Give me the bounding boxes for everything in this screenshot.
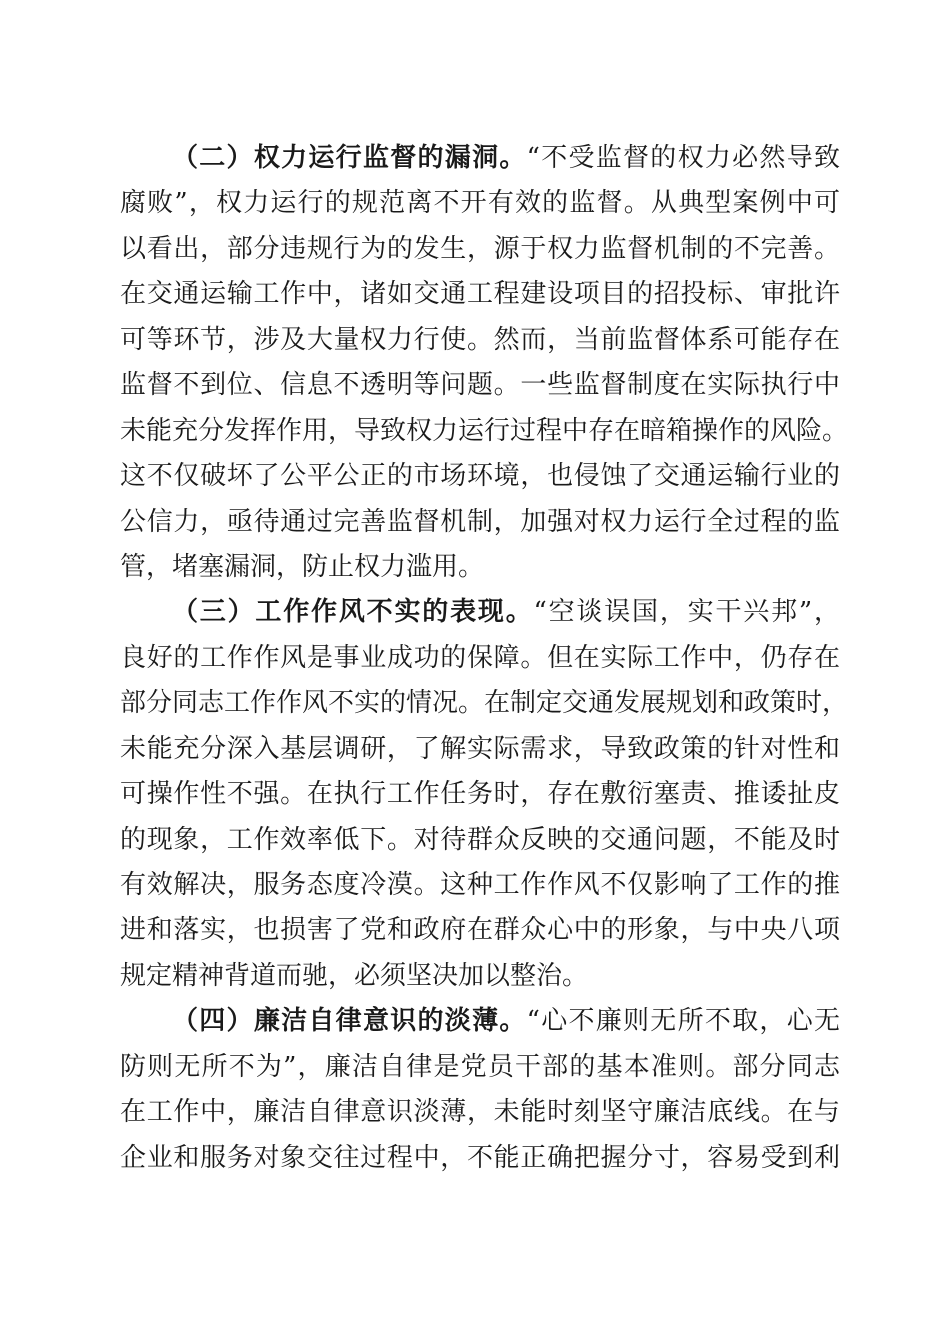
paragraph-3-line-6: 的现象，工作效率低下。对待群众反映的交通问题，不能及时 <box>120 824 840 855</box>
paragraph-3-line-7: 有效解决，服务态度冷漠。这种工作作风不仅影响了工作的推 <box>120 870 840 900</box>
line-text: “心不廉则无所不取，心无 <box>526 1006 840 1037</box>
paragraph-4-line-1 <box>120 999 840 1044</box>
paragraph-4-line-3: 在工作中，廉洁自律意识淡薄，未能时刻坚守廉洁底线。在与 <box>120 1097 840 1128</box>
paragraph-2-line-8: 这不仅破坏了公平公正的市场环境，也侵蚀了交通运输行业的 <box>120 461 840 492</box>
paragraph-2-line-10: 管，堵塞漏洞，防止权力滥用。 <box>120 551 485 582</box>
paragraph-3-line-4: 未能充分深入基层调研，了解实际需求，导致政策的针对性和 <box>120 733 840 764</box>
line-text: “空谈误国，实干兴邦”， <box>533 597 840 628</box>
paragraph-4-line-4: 企业和服务对象交往过程中，不能正确把握分寸，容易受到利 <box>120 1142 840 1173</box>
paragraph-3-line-8: 进和落实，也损害了党和政府在群众心中的形象，与中央八项 <box>120 915 840 946</box>
section-heading-4: （四）廉洁自律意识的淡薄。 <box>172 1006 527 1037</box>
paragraph-2-line-7: 未能充分发挥作用，导致权力运行过程中存在暗箱操作的风险。 <box>120 415 849 446</box>
line-text: “不受监督的权力必然导致 <box>526 143 840 173</box>
section-heading-2: （二）权力运行监督的漏洞。 <box>172 143 527 173</box>
paragraph-3-line-9: 规定精神背道而驰，必须坚决加以整治。 <box>120 960 589 991</box>
paragraph-2-line-5: 可等环节，涉及大量权力行使。然而，当前监督体系可能存在 <box>120 324 840 355</box>
paragraph-2-line-9: 公信力，亟待通过完善监督机制，加强对权力运行全过程的监 <box>120 506 840 537</box>
paragraph-2-line-6: 监督不到位、信息不透明等问题。一些监督制度在实际执行中 <box>120 370 840 401</box>
paragraph-2-line-2: 腐败”，权力运行的规范离不开有效的监督。从典型案例中可 <box>120 188 840 219</box>
paragraph-2-line-3: 以看出，部分违规行为的发生，源于权力监督机制的不完善。 <box>120 233 840 264</box>
paragraph-2-line-1 <box>120 136 840 181</box>
paragraph-3-line-3: 部分同志工作作风不实的情况。在制定交通发展规划和政策时， <box>120 688 849 719</box>
section-heading-3: （三）工作作风不实的表现。 <box>172 597 534 628</box>
paragraph-2-line-4: 在交通运输工作中，诸如交通工程建设项目的招投标、审批许 <box>120 279 840 310</box>
paragraph-3-line-5: 可操作性不强。在执行工作任务时，存在敷衍塞责、推诿扯皮 <box>120 779 840 810</box>
paragraph-3-line-1 <box>120 590 840 635</box>
paragraph-3-line-2: 良好的工作作风是事业成功的保障。但在实际工作中，仍存在 <box>120 642 840 673</box>
document-body <box>120 136 849 1181</box>
paragraph-4-line-2: 防则无所不为”，廉洁自律是党员干部的基本准则。部分同志 <box>120 1051 840 1082</box>
